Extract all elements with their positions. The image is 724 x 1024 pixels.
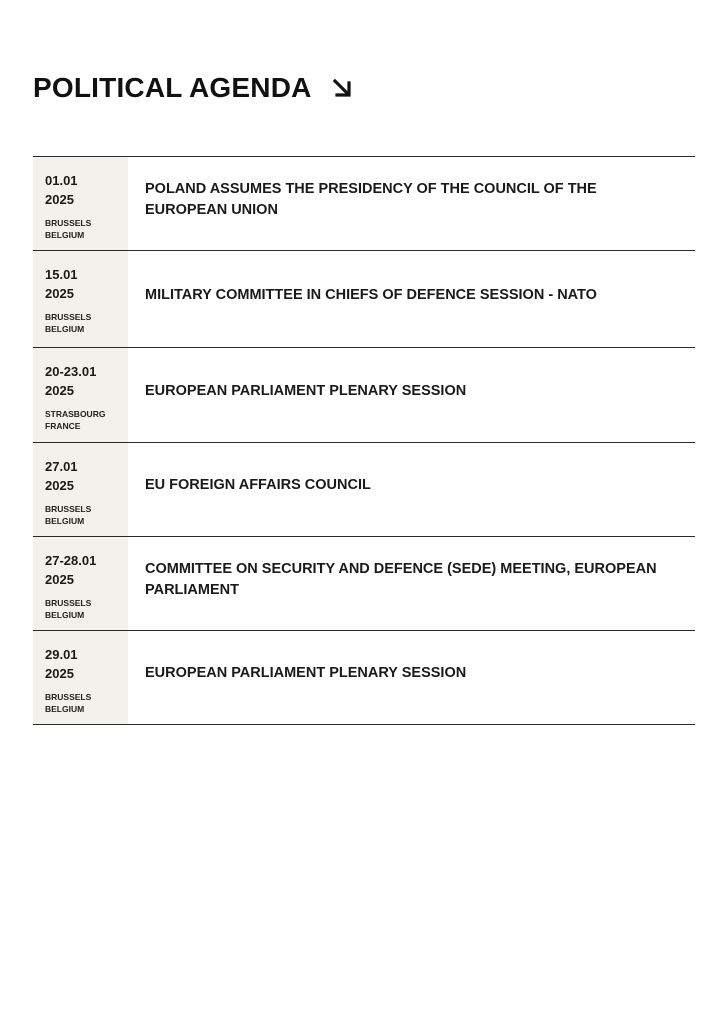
event-cell: [128, 348, 695, 442]
page-title: POLITICAL AGENDA: [33, 72, 312, 103]
date-cell: [33, 251, 128, 347]
agenda-row: [33, 251, 695, 348]
agenda-row: [33, 631, 695, 725]
event-year: 2025: [45, 478, 74, 493]
date-cell: [33, 631, 128, 724]
header: [33, 72, 354, 104]
event-country: BELGIUM: [45, 609, 85, 620]
event-year: 2025: [45, 286, 74, 301]
event-city: BRUSSELS: [45, 312, 92, 322]
agenda-row: [33, 157, 695, 251]
date-cell: [33, 537, 128, 630]
event-country: BELGIUM: [45, 515, 85, 526]
event-cell: [128, 537, 695, 630]
event-title: COMMITTEE ON SECURITY AND DEFENCE (SEDE) MEETING, EUROPEAN PARLIAMENT: [145, 560, 657, 598]
event-city: BRUSSELS: [45, 504, 92, 514]
event-country: BELGIUM: [45, 229, 85, 240]
event-cell: [128, 631, 695, 724]
event-country: FRANCE: [45, 420, 81, 431]
event-country: BELGIUM: [45, 703, 85, 714]
event-city: BRUSSELS: [45, 598, 92, 608]
agenda-row: [33, 537, 695, 631]
event-city: BRUSSELS: [45, 218, 92, 228]
date-cell: [33, 443, 128, 536]
event-date: 15.01: [45, 267, 78, 282]
event-title: MILITARY COMMITTEE IN CHIEFS OF DEFENCE SESSION - NATO: [145, 286, 597, 303]
event-title: EUROPEAN PARLIAMENT PLENARY SESSION: [145, 382, 467, 399]
event-year: 2025: [45, 383, 74, 398]
agenda-table: [33, 156, 695, 725]
event-title: EU FOREIGN AFFAIRS COUNCIL: [145, 477, 371, 493]
event-date: 29.01: [45, 647, 78, 662]
event-title: POLAND ASSUMES THE PRESIDENCY OF THE COUNCIL OF THE EUROPEAN UNION: [145, 180, 597, 218]
event-year: 2025: [45, 192, 74, 207]
event-cell: [128, 251, 695, 347]
event-title: EUROPEAN PARLIAMENT PLENARY SESSION: [145, 665, 467, 681]
arrow-down-right-icon: [330, 76, 354, 100]
event-city: BRUSSELS: [45, 692, 92, 702]
event-year: 2025: [45, 572, 74, 587]
date-cell: [33, 157, 128, 250]
agenda-row: [33, 348, 695, 443]
event-date: 27.01: [45, 459, 78, 474]
event-cell: [128, 157, 695, 250]
event-cell: [128, 443, 695, 536]
event-date: 01.01: [45, 173, 78, 188]
event-year: 2025: [45, 666, 74, 681]
date-cell: [33, 348, 128, 442]
event-country: BELGIUM: [45, 323, 85, 334]
event-date: 20-23.01: [45, 364, 97, 379]
event-city: STRASBOURG: [45, 409, 106, 419]
event-date: 27-28.01: [45, 553, 97, 568]
agenda-row: [33, 443, 695, 537]
